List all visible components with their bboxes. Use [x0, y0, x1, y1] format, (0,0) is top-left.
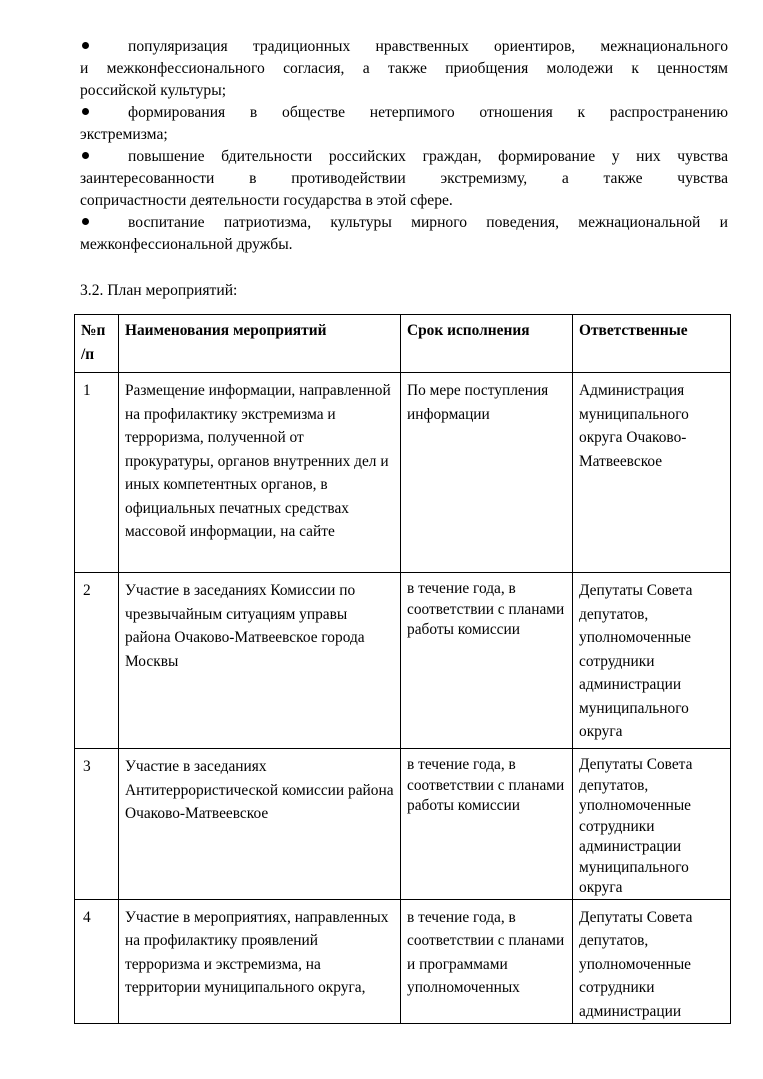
cell-name: Участие в заседаниях Антитеррористической комиссии района Очаково-Матвеевское [119, 749, 401, 900]
cell-term: в течение года, в соответствии с планами работы комиссии [401, 573, 573, 749]
table-row [75, 373, 731, 573]
bullet-text: сопричастности деятельности государства в этой сфере. [80, 192, 453, 209]
cell-num: 1 [75, 373, 119, 573]
cell-num: 2 [75, 573, 119, 749]
bullet-text: формирования в обществе нетерпимого отношения к распространению [128, 104, 728, 121]
bullet-text: российской культуры; [80, 82, 227, 99]
bullet-list [80, 36, 728, 256]
bullet-icon [80, 212, 128, 234]
cell-term: По мере поступления информации [401, 373, 573, 573]
bullet-text: заинтересованности в противодействии экстремизму, а также чувства [80, 170, 728, 187]
bullet-text: воспитание патриотизма, культуры мирного поведения, межнациональной и [128, 214, 728, 231]
cell-num: 3 [75, 749, 119, 900]
header-responsible: Ответственные [573, 315, 731, 373]
bullet-text: популяризация традиционных нравственных ориентиров, межнационального [128, 38, 728, 55]
bullet-text: экстремизма; [80, 126, 168, 143]
document-page [80, 36, 728, 302]
bullet-icon [80, 102, 128, 124]
cell-num: 4 [75, 899, 119, 1024]
cell-responsible: Депутаты Совета депутатов, уполномоченные сотрудники администрации муниципального округа [573, 573, 731, 749]
bullet-icon [80, 36, 128, 58]
table-row [75, 899, 731, 1024]
cell-name: Участие в заседаниях Комиссии по чрезвычайным ситуациям управы района Очаково-Матвеевское города Москвы [119, 573, 401, 749]
plan-table [74, 314, 731, 1024]
cell-term: в течение года, в соответствии с планами и программами уполномоченных [401, 899, 573, 1024]
list-item [80, 146, 728, 212]
header-name: Наименования мероприятий [119, 315, 401, 373]
cell-responsible: Депутаты Совета депутатов, уполномоченные сотрудники администрации муниципального округа [573, 749, 731, 900]
cell-term: в течение года, в соответствии с планами работы комиссии [401, 749, 573, 900]
cell-name: Участие в мероприятиях, направленных на профилактику проявлений терроризма и экстремизма, на территории муниципального округа, [119, 899, 401, 1024]
bullet-text: повышение бдительности российских граждан, формирование у них чувства [128, 148, 728, 165]
section-title: 3.2. План мероприятий: [80, 282, 238, 299]
bullet-text: межконфессиональной дружбы. [80, 236, 293, 253]
bullet-icon [80, 146, 128, 168]
cell-responsible: Администрация муниципального округа Очаково-Матвеевское [573, 373, 731, 573]
list-item [80, 102, 728, 146]
list-item [80, 212, 728, 256]
header-term: Срок исполнения [401, 315, 573, 373]
table-header-row [75, 315, 731, 373]
bullet-text: и межконфессионального согласия, а также приобщения молодежи к ценностям [80, 60, 728, 77]
header-num: №п /п [75, 315, 119, 373]
cell-responsible: Депутаты Совета депутатов, уполномоченные сотрудники администрации [573, 899, 731, 1024]
table-row [75, 573, 731, 749]
list-item [80, 36, 728, 102]
cell-name: Размещение информации, направленной на профилактику экстремизма и терроризма, полученной от прокуратуры, органов внутренних дел и иных компетентных органов, в официальных печатных средствах массовой информации, на сайте [119, 373, 401, 573]
table-row [75, 749, 731, 900]
